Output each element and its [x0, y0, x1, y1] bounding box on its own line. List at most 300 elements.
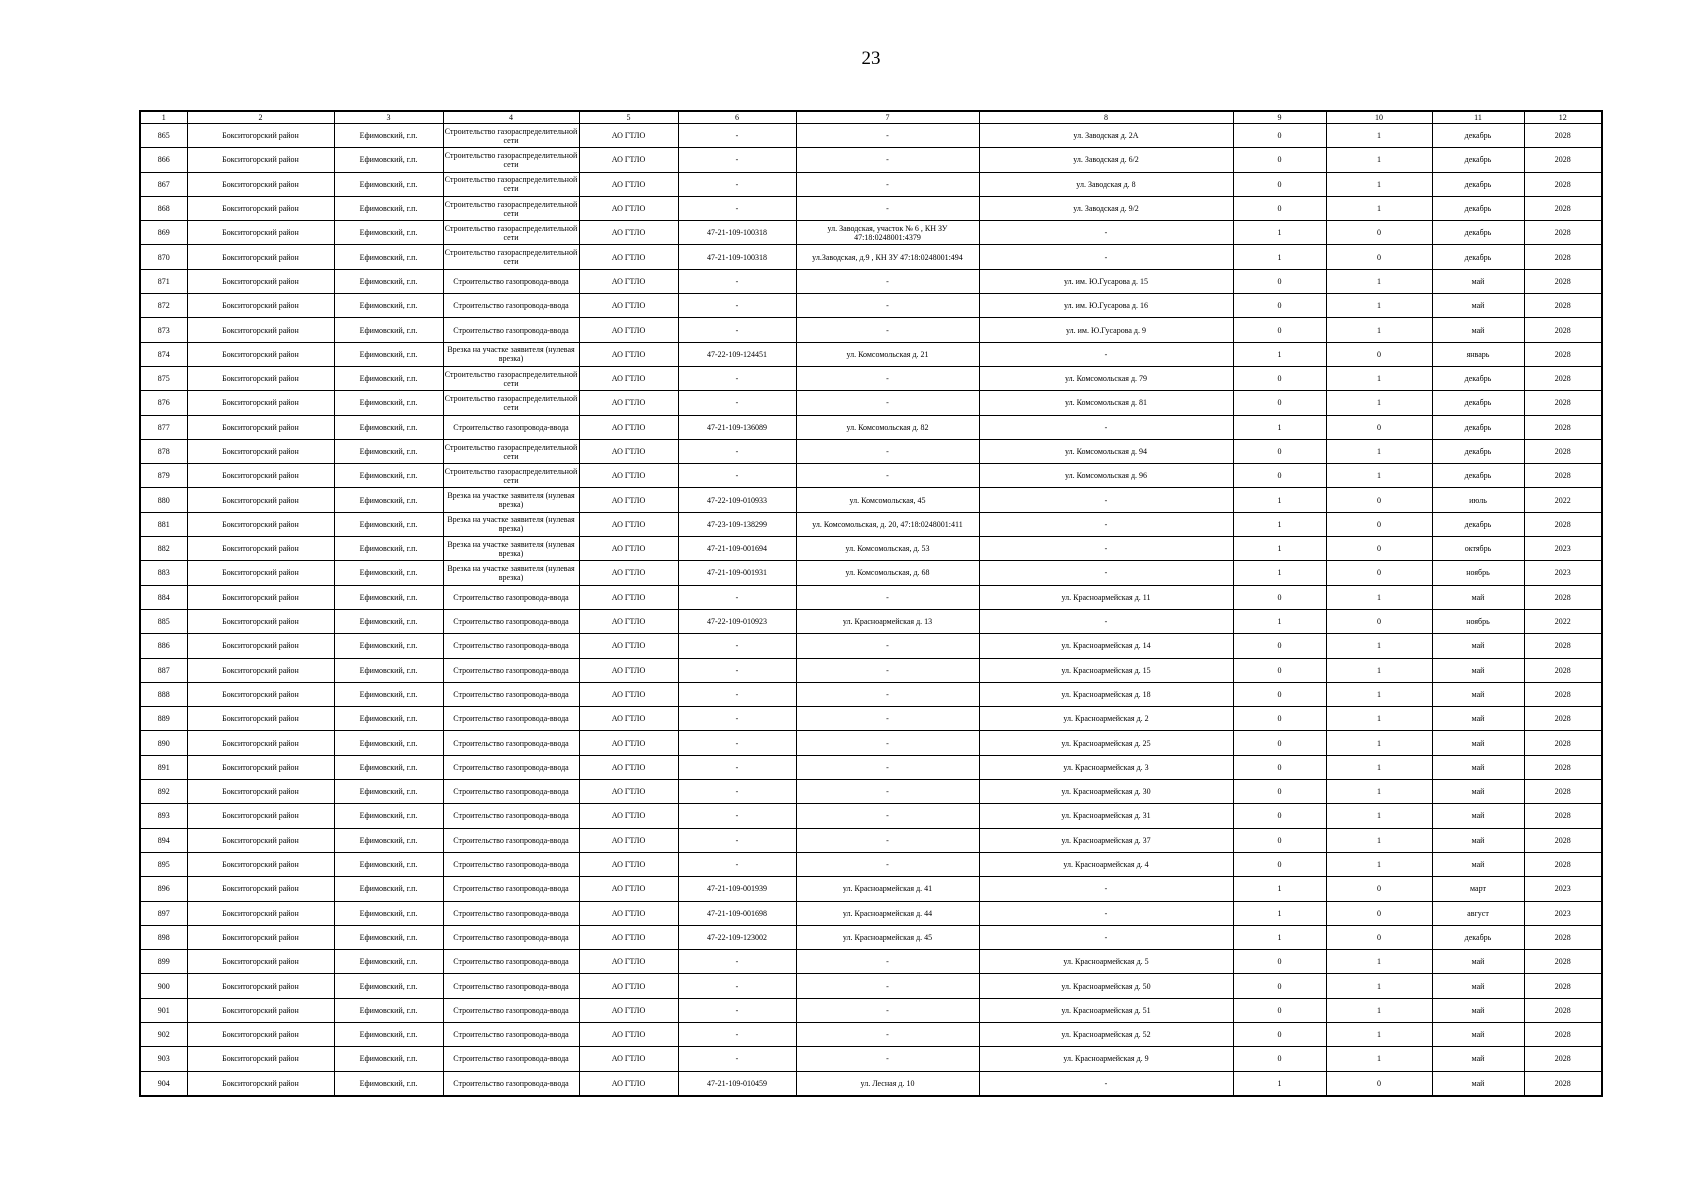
table-row: [140, 512, 1602, 536]
cell-applicant-address: ул. Комсомольская д. 21: [796, 342, 979, 366]
cell-year: 2028: [1524, 682, 1602, 706]
cell-work-type: Строительство газопровода-ввода: [443, 877, 579, 901]
cell-month: январь: [1432, 342, 1524, 366]
cell-row-number: 876: [140, 391, 187, 415]
cell-work-type: Строительство газопровода-ввода: [443, 804, 579, 828]
cell-district: Бокситогорский район: [187, 707, 334, 731]
cell-applicant-address: ул. Красноармейская д. 41: [796, 877, 979, 901]
cell-settlement: Ефимовский, г.п.: [334, 1047, 443, 1071]
cell-row-number: 904: [140, 1071, 187, 1096]
cell-application-number: -: [678, 124, 796, 148]
cell-district: Бокситогорский район: [187, 998, 334, 1022]
cell-organization: АО ГТЛО: [579, 780, 678, 804]
cell-settlement: Ефимовский, г.п.: [334, 925, 443, 949]
cell-count-b: 0: [1326, 245, 1432, 269]
table-row: [140, 366, 1602, 390]
cell-count-b: 0: [1326, 561, 1432, 585]
cell-organization: АО ГТЛО: [579, 950, 678, 974]
cell-object-address: ул. Красноармейская д. 51: [979, 998, 1233, 1022]
cell-settlement: Ефимовский, г.п.: [334, 658, 443, 682]
cell-month: май: [1432, 998, 1524, 1022]
cell-count-a: 0: [1233, 172, 1326, 196]
cell-settlement: Ефимовский, г.п.: [334, 294, 443, 318]
cell-organization: АО ГТЛО: [579, 269, 678, 293]
cell-settlement: Ефимовский, г.п.: [334, 634, 443, 658]
cell-work-type: Строительство газопровода-ввода: [443, 901, 579, 925]
cell-row-number: 890: [140, 731, 187, 755]
cell-settlement: Ефимовский, г.п.: [334, 342, 443, 366]
cell-work-type: Врезка на участке заявителя (нулевая врезка): [443, 537, 579, 561]
cell-applicant-address: -: [796, 585, 979, 609]
cell-work-type: Строительство газораспределительной сети: [443, 464, 579, 488]
cell-count-a: 1: [1233, 488, 1326, 512]
cell-count-a: 0: [1233, 124, 1326, 148]
table-row: [140, 439, 1602, 463]
cell-month: май: [1432, 780, 1524, 804]
cell-month: май: [1432, 294, 1524, 318]
cell-count-a: 0: [1233, 950, 1326, 974]
cell-year: 2028: [1524, 658, 1602, 682]
cell-settlement: Ефимовский, г.п.: [334, 609, 443, 633]
cell-work-type: Врезка на участке заявителя (нулевая врезка): [443, 561, 579, 585]
cell-applicant-address: ул.Заводская, д.9 , КН ЗУ 47:18:0248001:494: [796, 245, 979, 269]
cell-year: 2028: [1524, 294, 1602, 318]
cell-count-b: 0: [1326, 488, 1432, 512]
cell-row-number: 883: [140, 561, 187, 585]
cell-row-number: 880: [140, 488, 187, 512]
cell-object-address: ул. Красноармейская д. 37: [979, 828, 1233, 852]
cell-application-number: -: [678, 269, 796, 293]
cell-object-address: -: [979, 537, 1233, 561]
cell-district: Бокситогорский район: [187, 828, 334, 852]
cell-row-number: 897: [140, 901, 187, 925]
cell-district: Бокситогорский район: [187, 634, 334, 658]
cell-month: декабрь: [1432, 366, 1524, 390]
cell-object-address: ул. Комсомольская д. 94: [979, 439, 1233, 463]
cell-settlement: Ефимовский, г.п.: [334, 585, 443, 609]
cell-district: Бокситогорский район: [187, 1047, 334, 1071]
cell-settlement: Ефимовский, г.п.: [334, 877, 443, 901]
cell-application-number: 47-22-109-123002: [678, 925, 796, 949]
cell-month: декабрь: [1432, 512, 1524, 536]
cell-count-a: 1: [1233, 245, 1326, 269]
cell-year: 2028: [1524, 415, 1602, 439]
cell-count-a: 0: [1233, 974, 1326, 998]
cell-organization: АО ГТЛО: [579, 512, 678, 536]
cell-application-number: -: [678, 998, 796, 1022]
cell-applicant-address: -: [796, 974, 979, 998]
cell-count-b: 1: [1326, 634, 1432, 658]
cell-month: май: [1432, 950, 1524, 974]
table-row: [140, 780, 1602, 804]
cell-applicant-address: -: [796, 998, 979, 1022]
cell-month: май: [1432, 269, 1524, 293]
cell-organization: АО ГТЛО: [579, 415, 678, 439]
cell-district: Бокситогорский район: [187, 342, 334, 366]
cell-object-address: ул. Красноармейская д. 50: [979, 974, 1233, 998]
table-row: [140, 537, 1602, 561]
cell-count-b: 1: [1326, 755, 1432, 779]
cell-settlement: Ефимовский, г.п.: [334, 707, 443, 731]
cell-application-number: 47-21-109-136089: [678, 415, 796, 439]
cell-count-b: 0: [1326, 537, 1432, 561]
cell-month: май: [1432, 828, 1524, 852]
cell-application-number: -: [678, 318, 796, 342]
table-row: [140, 1047, 1602, 1071]
cell-count-a: 0: [1233, 804, 1326, 828]
cell-count-b: 1: [1326, 196, 1432, 220]
cell-month: май: [1432, 707, 1524, 731]
data-table-container: [139, 110, 1603, 1097]
cell-applicant-address: ул. Красноармейская д. 45: [796, 925, 979, 949]
cell-row-number: 898: [140, 925, 187, 949]
cell-settlement: Ефимовский, г.п.: [334, 366, 443, 390]
cell-count-a: 1: [1233, 561, 1326, 585]
cell-district: Бокситогорский район: [187, 512, 334, 536]
cell-work-type: Строительство газопровода-ввода: [443, 269, 579, 293]
cell-object-address: ул. Заводская д. 9/2: [979, 196, 1233, 220]
table-row: [140, 925, 1602, 949]
column-header-5: 5: [579, 111, 678, 124]
cell-application-number: -: [678, 731, 796, 755]
cell-organization: АО ГТЛО: [579, 488, 678, 512]
cell-object-address: ул. Красноармейская д. 3: [979, 755, 1233, 779]
cell-object-address: -: [979, 245, 1233, 269]
cell-year: 2028: [1524, 950, 1602, 974]
cell-object-address: ул. Заводская д. 6/2: [979, 148, 1233, 172]
cell-month: май: [1432, 974, 1524, 998]
column-header-11: 11: [1432, 111, 1524, 124]
cell-organization: АО ГТЛО: [579, 634, 678, 658]
cell-applicant-address: ул. Комсомольская, 45: [796, 488, 979, 512]
cell-year: 2028: [1524, 707, 1602, 731]
cell-application-number: -: [678, 391, 796, 415]
cell-row-number: 902: [140, 1022, 187, 1046]
table-row: [140, 828, 1602, 852]
cell-count-b: 1: [1326, 731, 1432, 755]
cell-organization: АО ГТЛО: [579, 537, 678, 561]
cell-organization: АО ГТЛО: [579, 1047, 678, 1071]
cell-application-number: -: [678, 950, 796, 974]
cell-applicant-address: -: [796, 366, 979, 390]
cell-count-a: 1: [1233, 221, 1326, 245]
cell-applicant-address: -: [796, 1047, 979, 1071]
cell-row-number: 865: [140, 124, 187, 148]
cell-application-number: -: [678, 439, 796, 463]
cell-applicant-address: -: [796, 124, 979, 148]
cell-year: 2028: [1524, 148, 1602, 172]
cell-count-b: 1: [1326, 804, 1432, 828]
cell-row-number: 885: [140, 609, 187, 633]
column-header-8: 8: [979, 111, 1233, 124]
cell-count-a: 1: [1233, 415, 1326, 439]
table-row: [140, 464, 1602, 488]
cell-organization: АО ГТЛО: [579, 124, 678, 148]
cell-organization: АО ГТЛО: [579, 391, 678, 415]
cell-settlement: Ефимовский, г.п.: [334, 901, 443, 925]
cell-application-number: 47-21-109-100318: [678, 245, 796, 269]
cell-work-type: Строительство газораспределительной сети: [443, 172, 579, 196]
cell-work-type: Строительство газопровода-ввода: [443, 658, 579, 682]
cell-applicant-address: -: [796, 1022, 979, 1046]
cell-row-number: 900: [140, 974, 187, 998]
cell-organization: АО ГТЛО: [579, 148, 678, 172]
cell-work-type: Строительство газопровода-ввода: [443, 609, 579, 633]
cell-row-number: 878: [140, 439, 187, 463]
cell-object-address: ул. им. Ю.Гусарова д. 9: [979, 318, 1233, 342]
cell-row-number: 894: [140, 828, 187, 852]
cell-count-b: 1: [1326, 852, 1432, 876]
cell-applicant-address: -: [796, 804, 979, 828]
cell-work-type: Строительство газораспределительной сети: [443, 124, 579, 148]
cell-object-address: -: [979, 512, 1233, 536]
cell-settlement: Ефимовский, г.п.: [334, 780, 443, 804]
cell-district: Бокситогорский район: [187, 609, 334, 633]
cell-settlement: Ефимовский, г.п.: [334, 1071, 443, 1096]
cell-object-address: ул. Комсомольская д. 81: [979, 391, 1233, 415]
cell-applicant-address: -: [796, 464, 979, 488]
cell-work-type: Строительство газопровода-ввода: [443, 828, 579, 852]
cell-month: октябрь: [1432, 537, 1524, 561]
cell-row-number: 874: [140, 342, 187, 366]
cell-district: Бокситогорский район: [187, 269, 334, 293]
cell-applicant-address: -: [796, 731, 979, 755]
cell-district: Бокситогорский район: [187, 196, 334, 220]
cell-applicant-address: -: [796, 172, 979, 196]
cell-settlement: Ефимовский, г.п.: [334, 950, 443, 974]
table-row: [140, 269, 1602, 293]
cell-organization: АО ГТЛО: [579, 998, 678, 1022]
cell-organization: АО ГТЛО: [579, 464, 678, 488]
column-header-1: 1: [140, 111, 187, 124]
cell-district: Бокситогорский район: [187, 1022, 334, 1046]
cell-month: май: [1432, 804, 1524, 828]
cell-year: 2023: [1524, 901, 1602, 925]
cell-application-number: 47-23-109-138299: [678, 512, 796, 536]
cell-row-number: 891: [140, 755, 187, 779]
cell-month: декабрь: [1432, 415, 1524, 439]
cell-count-b: 0: [1326, 342, 1432, 366]
cell-settlement: Ефимовский, г.п.: [334, 439, 443, 463]
cell-organization: АО ГТЛО: [579, 245, 678, 269]
cell-month: июль: [1432, 488, 1524, 512]
cell-applicant-address: -: [796, 294, 979, 318]
cell-district: Бокситогорский район: [187, 318, 334, 342]
cell-application-number: 47-22-109-124451: [678, 342, 796, 366]
cell-month: май: [1432, 731, 1524, 755]
cell-month: декабрь: [1432, 221, 1524, 245]
cell-applicant-address: -: [796, 707, 979, 731]
cell-work-type: Строительство газораспределительной сети: [443, 366, 579, 390]
cell-month: август: [1432, 901, 1524, 925]
cell-applicant-address: ул. Красноармейская д. 44: [796, 901, 979, 925]
cell-count-b: 1: [1326, 269, 1432, 293]
cell-month: май: [1432, 318, 1524, 342]
cell-count-a: 1: [1233, 512, 1326, 536]
cell-organization: АО ГТЛО: [579, 366, 678, 390]
cell-count-a: 0: [1233, 366, 1326, 390]
cell-count-b: 1: [1326, 294, 1432, 318]
cell-object-address: ул. Красноармейская д. 18: [979, 682, 1233, 706]
cell-work-type: Строительство газопровода-ввода: [443, 294, 579, 318]
cell-count-a: 0: [1233, 439, 1326, 463]
cell-organization: АО ГТЛО: [579, 1071, 678, 1096]
cell-organization: АО ГТЛО: [579, 925, 678, 949]
cell-applicant-address: ул. Комсомольская д. 82: [796, 415, 979, 439]
cell-row-number: 892: [140, 780, 187, 804]
cell-district: Бокситогорский район: [187, 439, 334, 463]
cell-year: 2023: [1524, 877, 1602, 901]
cell-work-type: Строительство газопровода-ввода: [443, 707, 579, 731]
cell-year: 2028: [1524, 755, 1602, 779]
table-row: [140, 950, 1602, 974]
table-row: [140, 221, 1602, 245]
cell-count-a: 0: [1233, 634, 1326, 658]
table-row: [140, 877, 1602, 901]
cell-count-a: 0: [1233, 318, 1326, 342]
cell-district: Бокситогорский район: [187, 124, 334, 148]
cell-month: декабрь: [1432, 464, 1524, 488]
cell-organization: АО ГТЛО: [579, 901, 678, 925]
cell-year: 2028: [1524, 974, 1602, 998]
cell-count-b: 0: [1326, 609, 1432, 633]
cell-year: 2028: [1524, 124, 1602, 148]
cell-district: Бокситогорский район: [187, 780, 334, 804]
cell-settlement: Ефимовский, г.п.: [334, 124, 443, 148]
cell-row-number: 873: [140, 318, 187, 342]
column-header-10: 10: [1326, 111, 1432, 124]
cell-work-type: Строительство газораспределительной сети: [443, 391, 579, 415]
cell-application-number: 47-21-109-001694: [678, 537, 796, 561]
cell-count-b: 1: [1326, 1022, 1432, 1046]
table-row: [140, 707, 1602, 731]
cell-applicant-address: -: [796, 634, 979, 658]
cell-month: декабрь: [1432, 148, 1524, 172]
cell-count-a: 1: [1233, 1071, 1326, 1096]
cell-district: Бокситогорский район: [187, 391, 334, 415]
table-row: [140, 755, 1602, 779]
cell-district: Бокситогорский район: [187, 537, 334, 561]
cell-year: 2028: [1524, 196, 1602, 220]
cell-organization: АО ГТЛО: [579, 318, 678, 342]
cell-work-type: Строительство газопровода-ввода: [443, 925, 579, 949]
cell-applicant-address: -: [796, 682, 979, 706]
cell-organization: АО ГТЛО: [579, 439, 678, 463]
cell-object-address: ул. Красноармейская д. 52: [979, 1022, 1233, 1046]
cell-count-b: 1: [1326, 391, 1432, 415]
cell-month: ноябрь: [1432, 561, 1524, 585]
cell-object-address: ул. Красноармейская д. 14: [979, 634, 1233, 658]
cell-count-a: 1: [1233, 901, 1326, 925]
table-row: [140, 731, 1602, 755]
cell-district: Бокситогорский район: [187, 585, 334, 609]
cell-applicant-address: -: [796, 439, 979, 463]
cell-count-b: 1: [1326, 780, 1432, 804]
cell-row-number: 901: [140, 998, 187, 1022]
cell-application-number: 47-21-109-001698: [678, 901, 796, 925]
cell-settlement: Ефимовский, г.п.: [334, 464, 443, 488]
cell-object-address: -: [979, 561, 1233, 585]
cell-year: 2028: [1524, 221, 1602, 245]
cell-application-number: 47-21-109-010459: [678, 1071, 796, 1096]
cell-settlement: Ефимовский, г.п.: [334, 1022, 443, 1046]
cell-month: март: [1432, 877, 1524, 901]
cell-district: Бокситогорский район: [187, 245, 334, 269]
cell-district: Бокситогорский район: [187, 561, 334, 585]
cell-organization: АО ГТЛО: [579, 658, 678, 682]
cell-count-a: 1: [1233, 537, 1326, 561]
cell-year: 2023: [1524, 537, 1602, 561]
cell-application-number: -: [678, 172, 796, 196]
cell-district: Бокситогорский район: [187, 901, 334, 925]
table-row: [140, 901, 1602, 925]
cell-application-number: -: [678, 634, 796, 658]
cell-object-address: ул. Красноармейская д. 30: [979, 780, 1233, 804]
cell-count-b: 0: [1326, 1071, 1432, 1096]
cell-count-b: 1: [1326, 439, 1432, 463]
cell-count-a: 1: [1233, 609, 1326, 633]
cell-row-number: 877: [140, 415, 187, 439]
cell-count-a: 0: [1233, 658, 1326, 682]
cell-applicant-address: ул. Заводская, участок № 6 , КН ЗУ 47:18:0248001:4379: [796, 221, 979, 245]
cell-count-b: 1: [1326, 974, 1432, 998]
cell-count-a: 0: [1233, 585, 1326, 609]
column-header-9: 9: [1233, 111, 1326, 124]
cell-work-type: Строительство газопровода-ввода: [443, 1047, 579, 1071]
cell-row-number: 869: [140, 221, 187, 245]
cell-year: 2028: [1524, 925, 1602, 949]
cell-count-a: 0: [1233, 1022, 1326, 1046]
cell-organization: АО ГТЛО: [579, 561, 678, 585]
cell-application-number: -: [678, 755, 796, 779]
table-row: [140, 974, 1602, 998]
cell-object-address: ул. им. Ю.Гусарова д. 16: [979, 294, 1233, 318]
cell-object-address: -: [979, 901, 1233, 925]
cell-settlement: Ефимовский, г.п.: [334, 512, 443, 536]
cell-count-a: 0: [1233, 707, 1326, 731]
cell-count-b: 1: [1326, 1047, 1432, 1071]
cell-settlement: Ефимовский, г.п.: [334, 196, 443, 220]
cell-row-number: 866: [140, 148, 187, 172]
cell-application-number: 47-22-109-010933: [678, 488, 796, 512]
cell-year: 2028: [1524, 804, 1602, 828]
table-row: [140, 1071, 1602, 1096]
cell-work-type: Строительство газопровода-ввода: [443, 852, 579, 876]
cell-row-number: 870: [140, 245, 187, 269]
cell-district: Бокситогорский район: [187, 172, 334, 196]
cell-object-address: -: [979, 415, 1233, 439]
cell-year: 2028: [1524, 512, 1602, 536]
cell-row-number: 896: [140, 877, 187, 901]
cell-object-address: -: [979, 342, 1233, 366]
cell-month: декабрь: [1432, 439, 1524, 463]
cell-year: 2028: [1524, 269, 1602, 293]
cell-month: ноябрь: [1432, 609, 1524, 633]
cell-count-b: 1: [1326, 658, 1432, 682]
cell-object-address: ул. Красноармейская д. 15: [979, 658, 1233, 682]
cell-year: 2028: [1524, 1047, 1602, 1071]
cell-application-number: -: [678, 658, 796, 682]
cell-applicant-address: -: [796, 950, 979, 974]
cell-settlement: Ефимовский, г.п.: [334, 561, 443, 585]
cell-object-address: ул. Красноармейская д. 4: [979, 852, 1233, 876]
cell-district: Бокситогорский район: [187, 294, 334, 318]
cell-district: Бокситогорский район: [187, 488, 334, 512]
cell-work-type: Строительство газораспределительной сети: [443, 221, 579, 245]
cell-count-b: 1: [1326, 998, 1432, 1022]
cell-settlement: Ефимовский, г.п.: [334, 682, 443, 706]
cell-object-address: ул. Красноармейская д. 5: [979, 950, 1233, 974]
